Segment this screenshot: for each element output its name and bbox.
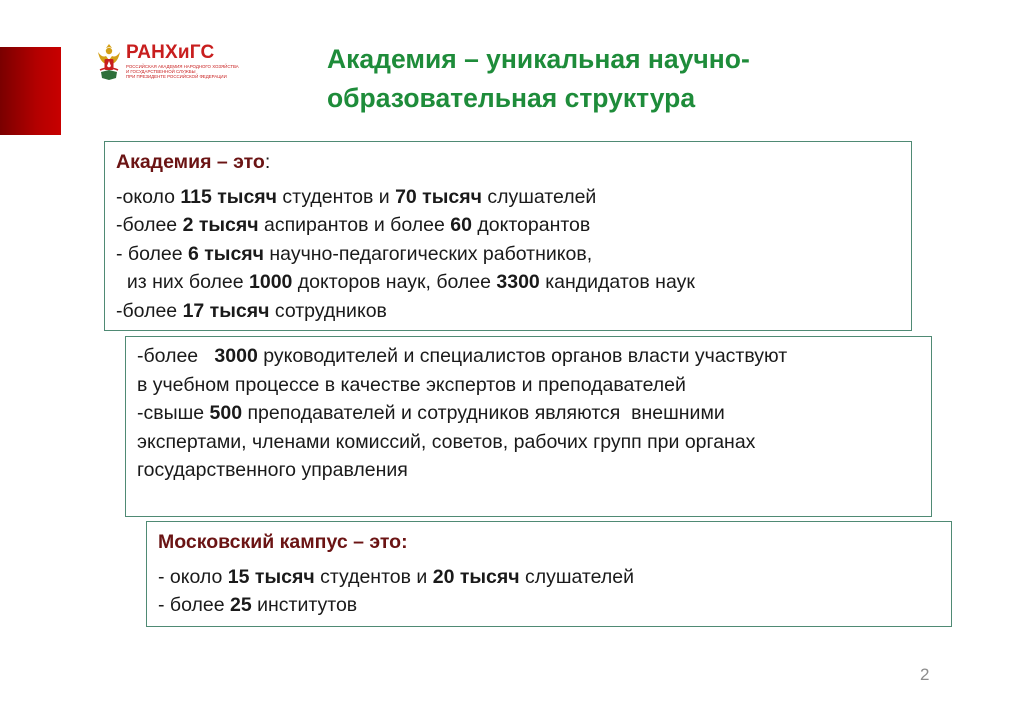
logo-name: РАНХиГС: [126, 42, 215, 63]
fact-text: слушателей: [519, 565, 634, 588]
fact-text: - более: [158, 594, 230, 616]
fact-text: -свыше: [137, 402, 210, 424]
fact-line: [137, 399, 921, 428]
fact-line: [137, 371, 921, 400]
fact-line: [137, 342, 921, 371]
fact-text: -более: [116, 214, 183, 236]
fact-line: [137, 456, 921, 485]
title-line-1: Академия – уникальная научно-: [327, 44, 750, 74]
experts-box: [125, 336, 932, 517]
fact-text: докторов наук, более: [292, 271, 497, 293]
fact-line: [137, 428, 921, 457]
fact-text: - около: [158, 565, 228, 588]
fact-figure: 17 тысяч: [182, 299, 270, 322]
fact-figure: 60: [450, 214, 472, 236]
moscow-campus-box: [146, 521, 952, 627]
box-heading: Академия – это:: [116, 151, 271, 173]
fact-text: аспирантов и более: [258, 214, 451, 236]
fact-figure: 2 тысяч: [182, 214, 259, 236]
fact-figure: 25: [229, 594, 252, 616]
fact-line: [116, 240, 901, 269]
fact-line: [116, 183, 901, 212]
fact-text: студентов и: [314, 565, 433, 588]
fact-text: сотрудников: [269, 299, 387, 322]
fact-text: институтов: [251, 594, 358, 616]
fact-text: студентов и: [277, 185, 396, 208]
page-number: 2: [920, 665, 930, 684]
fact-figure: 6 тысяч: [187, 242, 264, 265]
box-heading: Московский кампус – это:: [158, 531, 408, 553]
fact-text: руководителей и специалистов органов власти участвуют: [257, 345, 788, 367]
fact-text: кандидатов наук: [539, 271, 695, 293]
fact-figure: 20 тысяч: [432, 565, 520, 588]
logo: [96, 42, 239, 84]
fact-text: экспертами, членами комиссий, советов, рабочих групп при органах: [137, 430, 756, 453]
fact-line: [116, 297, 901, 326]
fact-line: [158, 563, 941, 592]
eagle-emblem-icon: [96, 42, 122, 82]
fact-text: слушателей: [481, 185, 597, 208]
fact-figure: 115 тысяч: [180, 185, 277, 208]
fact-figure: 70 тысяч: [395, 185, 482, 208]
fact-figure: 3300: [496, 271, 540, 293]
logo-subtitle: РОССИЙСКАЯ АКАДЕМИЯ НАРОДНОГО ХОЗЯЙСТВА И ГОСУДАРСТВЕННОЙ СЛУЖБЫ ПРИ ПРЕЗИДЕНТЕ РОССИЙСКОЙ ФЕДЕРАЦИИ: [126, 64, 239, 80]
fact-figure: 500: [209, 402, 243, 424]
fact-figure: 3000: [214, 345, 258, 367]
fact-line: [116, 268, 901, 297]
accent-bar: [0, 47, 61, 135]
fact-text: докторантов: [471, 214, 591, 236]
title-line-2: образовательная структура: [327, 83, 696, 113]
page-title: [327, 40, 887, 118]
fact-text: - более: [116, 242, 188, 265]
fact-figure: 1000: [249, 271, 293, 293]
fact-lines: [158, 563, 941, 620]
fact-lines: [116, 183, 901, 326]
fact-line: [116, 211, 901, 240]
academy-facts-box: [104, 141, 912, 331]
fact-text: в учебном процессе в качестве экспертов и преподавателей: [137, 373, 686, 396]
fact-text: из них более: [116, 271, 249, 293]
fact-text: научно-педагогических работников,: [264, 242, 593, 265]
fact-text: -более: [137, 345, 215, 367]
fact-lines: [137, 342, 921, 485]
fact-text: -около: [116, 185, 181, 208]
fact-text: -более: [116, 299, 183, 322]
fact-text: государственного управления: [137, 459, 408, 481]
fact-line: [158, 591, 941, 620]
fact-figure: 15 тысяч: [227, 565, 315, 588]
fact-text: преподавателей и сотрудников являются внешними: [242, 402, 725, 424]
